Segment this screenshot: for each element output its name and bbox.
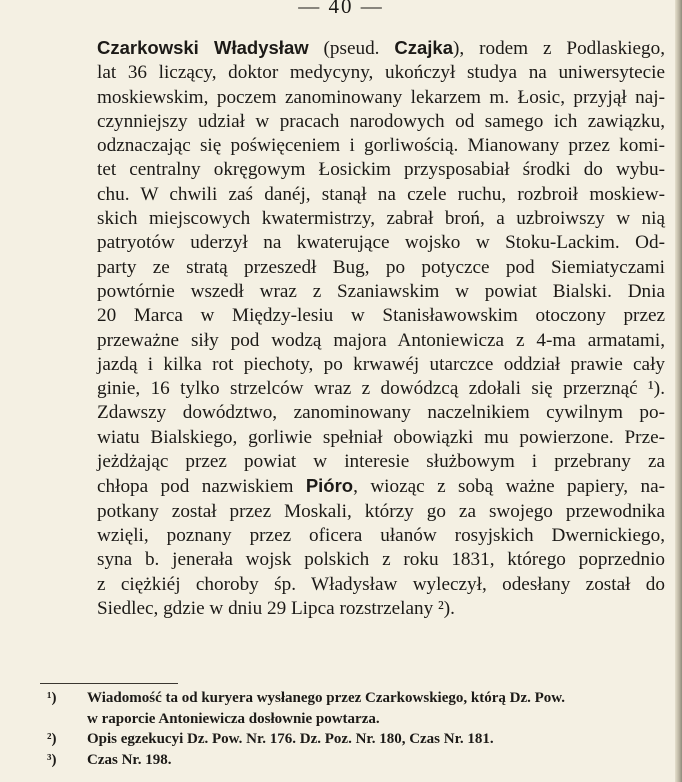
page-edge-shadow <box>675 0 682 782</box>
footnote-divider <box>40 683 178 684</box>
text-line: jazdą i kilka rot piechoty, po krwawéj utarczce oddział prawie cały <box>97 353 665 375</box>
footnote-2 <box>47 729 667 750</box>
text-line <box>97 36 665 61</box>
text-line: wzięli, poznany przez oficera ułanów rosyjskich Dwernickiego, <box>97 524 665 546</box>
text-line: party ze stratą przeszedł Bug, po potyczce pod Siemiatyczami <box>97 256 665 278</box>
text-line: moskiewskim, poczem zanominowany lekarzem m. Łosic, przyjął naj- <box>97 86 665 108</box>
text-line: chu. W chwili zaś danéj, stanął na czele ruchu, rozbroił moskiew- <box>97 183 665 205</box>
text-fragment: chłopa pod nazwiskiem <box>97 476 306 498</box>
footnote-text: Opis egzekucyi Dz. Pow. Nr. 176. Dz. Poz. Nr. 180, Czas Nr. 181. <box>87 731 494 747</box>
text-fragment: ), rodem z Podlaskiego, <box>453 38 665 59</box>
text-line: Siedlec, gdzie w dniu 29 Lipca rozstrzelany ²). <box>97 597 455 619</box>
text-line: z ciężkiéj choroby śp. Władysław wyleczył, odesłany został do <box>97 573 665 595</box>
text-line: ginie, 16 tylko strzelców wraz z dowódzcą zdołali się przerznąć ¹). <box>97 378 665 400</box>
text-fragment: (pseud. <box>308 38 395 59</box>
footnote-text: Czas Nr. 198. <box>87 751 172 768</box>
page-number: — 40 — <box>298 0 384 18</box>
text-line: 20 Marca w Między-lesiu w Stanisławowskim otoczony przez <box>97 305 665 327</box>
person-name: Czarkowski Władysław <box>97 37 309 58</box>
text-line: Zdawszy dowództwo, zanominowany naczelnikiem cywilnym po- <box>97 402 665 424</box>
footnote-mark: ³) <box>47 751 57 768</box>
text-line: przeważne siły pod wodzą majora Antoniewicza z 4-ma armatami, <box>97 329 665 351</box>
text-line: skich miejscowych kwatermistrzy, zabrał broń, a uzbroiwszy w nią <box>97 208 665 230</box>
text-line: odznaczając się poświęceniem i gorliwością. Mianowany przez komi- <box>97 135 665 157</box>
text-line: potkany został przez Moskali, którzy go za swojego przewodnika <box>97 500 665 522</box>
alias-name: Pióro <box>305 475 354 497</box>
footnote-mark: ¹) <box>47 690 57 706</box>
text-line: patryotów uderzył na kwaterujące wojsko w Stoku-Lackim. Od- <box>97 232 665 254</box>
main-paragraph <box>97 36 665 621</box>
text-line: tet centralny okręgowym Łosickim przysposabiał środki do wybu- <box>97 159 665 181</box>
text-line: czynniejszy udział w pracach narodowych od samego ich zawiązku, <box>97 110 665 132</box>
text-line: wiatu Bialskiego, gorliwie spełniał obowiązki mu powierzone. Prze- <box>97 426 665 448</box>
footnote-1-continuation: w raporcie Antoniewicza dosłownie powtarza. <box>87 710 380 727</box>
text-line <box>97 474 665 499</box>
text-fragment: , wioząc z sobą ważne papiery, na- <box>353 476 665 498</box>
footnotes <box>47 688 667 770</box>
text-line: jeżdżając przez powiat w interesie służbowym i przebrany za <box>97 451 665 473</box>
text-line: syna b. jenerała wojsk polskich z roku 1831, którego poprzednio <box>97 549 665 571</box>
footnote-1 <box>47 688 667 709</box>
footnote-text: Wiadomość ta od kuryera wysłanego przez Czarkowskiego, którą Dz. Pow. <box>87 690 566 706</box>
pseudonym: Czajka <box>394 37 453 58</box>
text-line: lat 36 liczący, doktor medycyny, ukończył studya na uniwersytecie <box>97 62 665 84</box>
footnote-3 <box>47 750 667 771</box>
footnote-mark: ²) <box>47 731 57 747</box>
text-line: powtórnie wszedł wraz z Szaniawskim w powiat Bialski. Dnia <box>97 280 665 302</box>
